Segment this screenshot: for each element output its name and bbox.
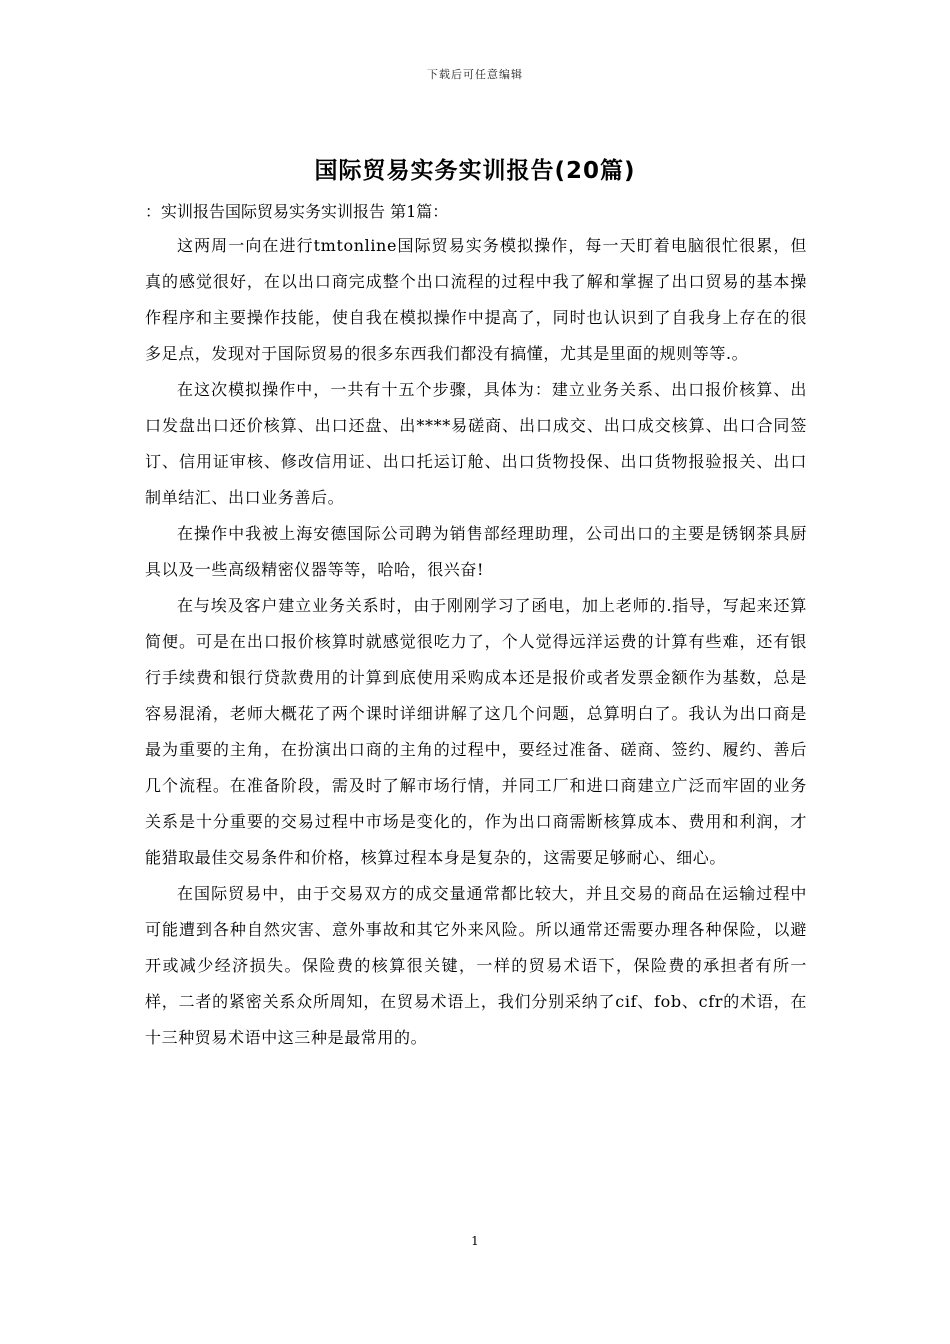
document-subtitle: ：实训报告国际贸易实务实训报告 第1篇： [145,202,449,221]
paragraph: 这两周一向在进行tmtonline国际贸易实务模拟操作，每一天盯着电脑很忙很累，但真的感觉很好，在以出口商完成整个出口流程的过程中我了解和掌握了出口贸易的基本操作程序和主要操作技能，使自我在模拟操作中提高了，同时也认识到了自我身上存在的很多足点，发现对于国际贸易的很多东西我们都没有搞懂，尤其是里面的规则等等.。 [145,236,807,363]
document-body [145,228,807,1056]
header-note: 下载后可任意编辑 [427,68,523,81]
paragraph: 在这次模拟操作中，一共有十五个步骤，具体为：建立业务关系、出口报价核算、出口发盘出口还价核算、出口还盘、出****易磋商、出口成交、出口成交核算、出口合同签订、信用证审核、修改信用证、出口托运订舱、出口货物投保、出口货物报验报关、出口制单结汇、出口业务善后。 [145,380,807,507]
paragraph: 在与埃及客户建立业务关系时，由于刚刚学习了函电，加上老师的.指导，写起来还算简便。可是在出口报价核算时就感觉很吃力了，个人觉得远洋运费的计算有些难，还有银行手续费和银行贷款费用的计算到底使用采购成本还是报价或者发票金额作为基数，总是容易混淆，老师大概花了两个课时详细讲解了这几个问题，总算明白了。我认为出口商是最为重要的主角，在扮演出口商的主角的过程中，要经过准备、磋商、签约、履约、善后几个流程。在准备阶段，需及时了解市场行情，并同工厂和进口商建立广泛而牢固的业务关系是十分重要的交易过程中市场是变化的，作为出口商需断核算成本、费用和利润，才能猎取最佳交易条件和价格，核算过程本身是复杂的，这需要足够耐心、细心。 [145,596,807,867]
paragraph: 在国际贸易中，由于交易双方的成交量通常都比较大，并且交易的商品在运输过程中可能遭到各种自然灾害、意外事故和其它外来风险。所以通常还需要办理各种保险，以避开或减少经济损失。保险费的核算很关键，一样的贸易术语下，保险费的承担者有所一样，二者的紧密关系众所周知，在贸易术语上，我们分别采纳了cif、fob、cfr的术语，在十三种贸易术语中这三种是最常用的。 [145,884,807,1047]
page-number: 1 [471,1234,479,1248]
paragraph: 在操作中我被上海安德国际公司聘为销售部经理助理，公司出口的主要是锈钢茶具厨具以及一些高级精密仪器等等，哈哈，很兴奋! [145,524,807,579]
page-title: 国际贸易实务实训报告(20篇) [314,158,636,184]
